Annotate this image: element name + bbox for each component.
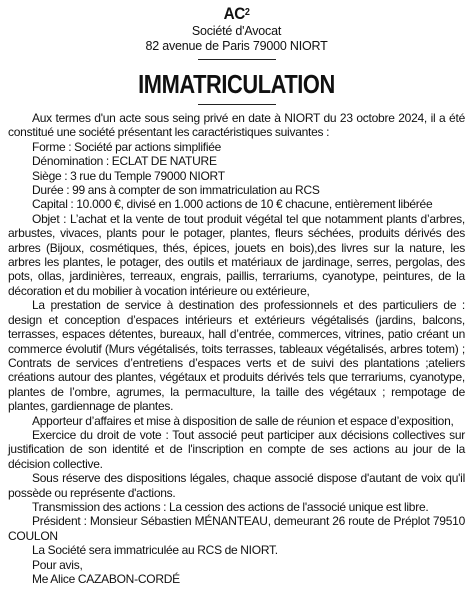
firm-address: 82 avenue de Paris 79000 NIORT [145, 39, 328, 53]
title-divider [198, 104, 276, 105]
paragraph-prestation: La prestation de service à destination des professionnels et des particuliers de : design et conception d’espaces intérieurs et extérieurs végétalisés (jardins, balcons, terrasses, espaces détentes, bureaux, hall d’entrée, commerces, vitrines, patio créant un commerce évolutif (Murs végétalisés, toits terrasses, tableaux végétalisés, arbres totem) ; Contrats de services d’entretiens d’espaces verts et de suivi des plantations ;ateliers créations autour des plantes, végétaux et produits dérivés tels que terrariums, cyanotype, plantes de l’ombre, agrumes, la permaculture, la taille des végétaux ; rempotage de plantes, gardiennage de plantes. [8, 298, 465, 414]
paragraph-apporteur: Apporteur d’affaires et mise à disposition de salle de réunion et espace d’exposition, [32, 413, 454, 428]
firm-name: $AC^2$ [223, 4, 250, 23]
paragraph-forme: Forme : Société par actions simplifiée [32, 139, 222, 154]
paragraph-objet: Objet : L’achat et la vente de tout produit végétal tel que notamment plants d’arbres, arbustes, vivaces, plants pour le potager, plantes, fleurs séchées, produits dérivés des arbres (Bijoux, cosmétiques, thés, épices, jouets en bois),des livres sur la nature, les arbres les plantes, le potager, des outils et matériaux de jardinage, serres, pergolas, des pots, ollas, jardinières, terreaux, engrais, paillis, terrariums, cyanotype, peintures, de la décoration et du mobilier à vocation intérieure ou extérieure, [8, 211, 465, 298]
paragraph-siege: Siège : 3 rue du Temple 79000 NIORT [32, 168, 225, 183]
notice-body [8, 111, 465, 586]
paragraph-transmission: Transmission des actions : La cession des actions de l'associé unique est libre. [32, 499, 429, 514]
paragraph-denomination: Dénomination : ECLAT DE NATURE [32, 154, 217, 169]
paragraph-reserve: Sous réserve des dispositions légales, chaque associé dispose d'autant de voix qu'il possède ou représente d'actions. [8, 471, 465, 500]
firm-superscript: 2 [244, 7, 250, 18]
signature: Me Alice CAZABON-CORDÉ [32, 572, 180, 586]
paragraph-president: Président : Monsieur Sébastien MÉNANTEAU, demeurant 26 route de Préplot 79510 COULON [8, 514, 465, 543]
paragraph-vote: Exercice du droit de vote : Tout associé peut participer aux décisions collectives sur justification de son identité et de l'inscription en compte de ses actions au jour de la décision collective. [8, 427, 465, 471]
header-divider [198, 59, 276, 60]
notice-title: IMMATRICULATION [138, 69, 335, 99]
firm-type: Société d'Avocat [191, 24, 282, 38]
paragraph-duree: Durée : 99 ans à compter de son immatriculation au RCS [32, 183, 320, 198]
notice-header [8, 4, 465, 105]
paragraph-rcs: La Société sera immatriculée au RCS de NIORT. [32, 543, 278, 558]
paragraph-avis: Pour avis, [32, 557, 83, 572]
paragraph-capital: Capital : 10.000 €, divisé en 1.000 actions de 10 € chacune, entièrement libérée [32, 197, 433, 212]
paragraph-intro: Aux termes d'un acte sous seing privé en date à NIORT du 23 octobre 2024, il a été constitué une société présentant les caractéristiques suivantes : [8, 111, 465, 140]
